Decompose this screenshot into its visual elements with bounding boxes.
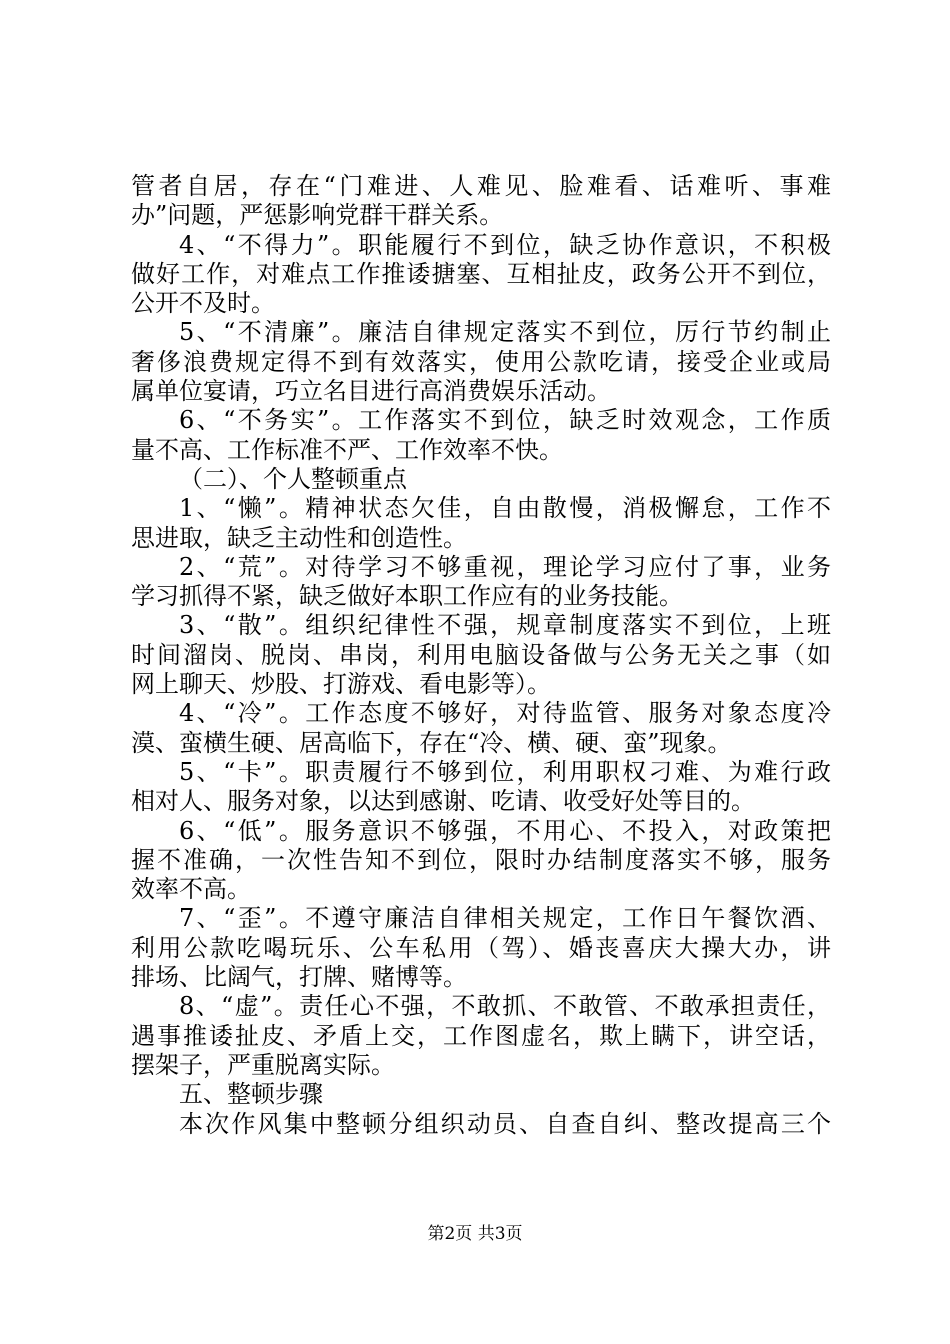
text-line: 思进取，缺乏主动性和创造性。 xyxy=(131,523,467,552)
section-heading: 五、整顿步骤 xyxy=(179,1080,323,1109)
text-line: 漠、蛮横生硬、居高临下，存在“冷、横、硬、蛮”现象。 xyxy=(131,728,732,757)
text-line: 管者自居，存在“门难进、人难见、脸难看、话难听、事难 xyxy=(131,172,831,200)
text-line: 4、“冷”。工作态度不够好，对待监管、服务对象态度冷 xyxy=(179,699,831,728)
text-line: 摆架子，严重脱离实际。 xyxy=(131,1050,395,1079)
text-line: 5、“卡”。职责履行不够到位，利用职权刁难、为难行政 xyxy=(179,757,831,786)
text-line: 8、“虚”。责任心不强，不敢抓、不敢管、不敢承担责任， xyxy=(179,992,831,1021)
text-line: 排场、比阔气，打牌、赌博等。 xyxy=(131,963,467,992)
text-line: 做好工作，对难点工作推诿搪塞、互相扯皮，政务公开不到位， xyxy=(131,259,831,288)
text-line: 学习抓得不紧，缺乏做好本职工作应有的业务技能。 xyxy=(131,582,683,611)
text-line: 办”问题，严惩影响党群干群关系。 xyxy=(131,201,504,230)
text-line: 时间溜岗、脱岗、串岗，利用电脑设备做与公务无关之事（如 xyxy=(131,640,831,669)
text-line: 4、“不得力”。职能履行不到位，缺乏协作意识，不积极 xyxy=(179,230,831,259)
text-line: 奢侈浪费规定得不到有效落实，使用公款吃请，接受企业或局 xyxy=(131,347,831,376)
text-line: 7、“歪”。不遵守廉洁自律相关规定，工作日午餐饮酒、 xyxy=(179,904,831,933)
document-body xyxy=(131,172,831,1139)
text-line: 握不准确，一次性告知不到位，限时办结制度落实不够，服务 xyxy=(131,845,831,874)
text-line: 公开不及时。 xyxy=(131,289,275,318)
text-line: 5、“不清廉”。廉洁自律规定落实不到位，厉行节约制止 xyxy=(179,318,831,347)
text-line: 2、“荒”。对待学习不够重视，理论学习应付了事，业务 xyxy=(179,552,831,581)
text-line: 3、“散”。组织纪律性不强，规章制度落实不到位，上班 xyxy=(179,611,831,640)
text-line: 遇事推诿扯皮、矛盾上交，工作图虚名，欺上瞒下，讲空话， xyxy=(131,1021,831,1050)
text-line: 效率不高。 xyxy=(131,875,251,904)
page-footer: 第2页 共3页 xyxy=(427,1224,523,1244)
text-line: 6、“不务实”。工作落实不到位，缺乏时效观念，工作质 xyxy=(179,406,831,435)
text-line: 6、“低”。服务意识不够强，不用心、不投入，对政策把 xyxy=(179,816,831,845)
text-line: 本次作风集中整顿分组织动员、自查自纠、整改提高三个 xyxy=(179,1109,831,1138)
text-line: 量不高、工作标准不严、工作效率不快。 xyxy=(131,435,563,464)
text-line: 网上聊天、炒股、打游戏、看电影等）。 xyxy=(131,670,551,699)
text-line: 1、“懒”。精神状态欠佳，自由散慢，消极懈怠，工作不 xyxy=(179,494,831,523)
text-line: 利用公款吃喝玩乐、公车私用（驾）、婚丧喜庆大操大办，讲 xyxy=(131,933,831,962)
section-heading: （二）、个人整顿重点 xyxy=(179,464,407,493)
text-line: 相对人、服务对象，以达到感谢、吃请、收受好处等目的。 xyxy=(131,787,755,816)
text-line: 属单位宴请，巧立名目进行高消费娱乐活动。 xyxy=(131,377,611,406)
